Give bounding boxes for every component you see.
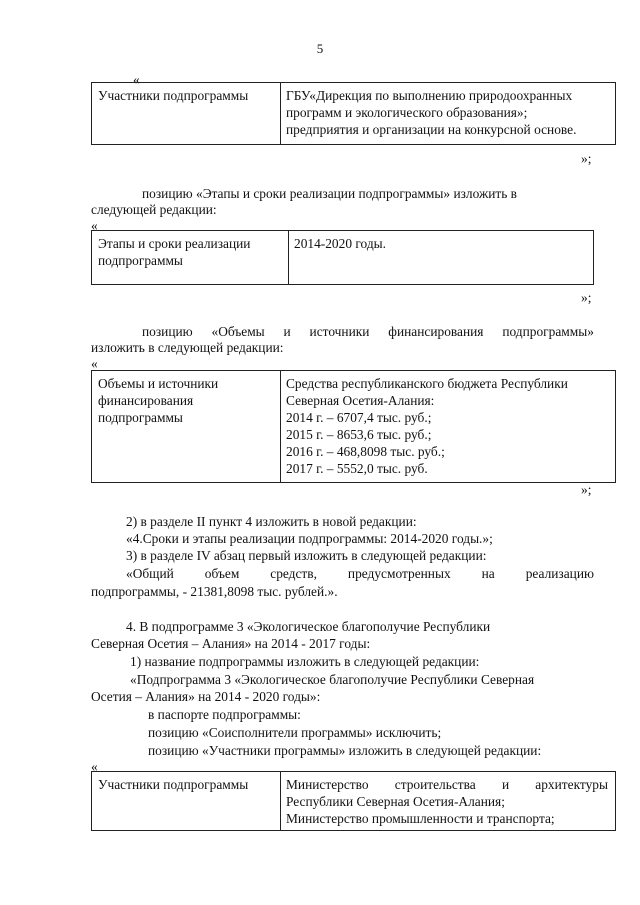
table-value-line: Северная Осетия-Алания: — [286, 393, 435, 408]
table-value-line: 2017 г. – 5552,0 тыс. руб. — [286, 461, 428, 476]
table-value: 2014-2020 годы. — [294, 236, 386, 251]
paragraph-line: Северная Осетия – Алания» на 2014 - 2017 годы: — [91, 636, 371, 651]
paragraph-line: в паспорте подпрограммы: — [148, 707, 301, 722]
word: «Общий — [126, 566, 174, 581]
word: «Объемы — [211, 324, 265, 339]
table-divider — [280, 772, 281, 830]
paragraph-line: 1) название подпрограммы изложить в следующей редакции: — [130, 654, 480, 669]
open-quote: « — [91, 218, 98, 233]
table-value-line — [286, 776, 608, 793]
participants-table — [91, 82, 616, 145]
word: позицию — [142, 324, 193, 339]
word: на — [481, 566, 495, 581]
paragraph-line: 2) в разделе II пункт 4 изложить в новой редакции: — [126, 514, 417, 529]
table-label-line: финансирования — [98, 393, 194, 408]
table-label-line: подпрограммы — [98, 253, 183, 268]
table-label-line: подпрограммы — [98, 410, 183, 425]
word: архитектуры — [535, 777, 608, 792]
word: источники — [309, 324, 370, 339]
paragraph-line: позицию «Этапы и сроки реализации подпрограммы» изложить в — [142, 186, 517, 201]
table-value-line: программ и экологического образования»; — [286, 105, 528, 120]
word: средств, — [270, 566, 317, 581]
word: и — [501, 777, 510, 792]
word: финансирования — [388, 324, 484, 339]
table-divider — [280, 371, 281, 482]
word: и — [283, 324, 291, 339]
table-label — [98, 235, 250, 269]
word: Министерство — [286, 777, 369, 792]
word: объем — [204, 566, 240, 581]
paragraph-line — [126, 565, 594, 582]
table-label: Участники подпрограммы — [98, 777, 249, 792]
paragraph-line: «4.Сроки и этапы реализации подпрограммы: 2014-2020 годы.»; — [126, 531, 493, 546]
close-quote: »; — [581, 290, 592, 305]
open-quote: « — [133, 72, 140, 87]
participants-table-2 — [91, 771, 616, 831]
table-value — [286, 375, 568, 477]
open-quote: « — [91, 759, 98, 774]
table-value-line: ГБУ«Дирекция по выполнению природоохранных — [286, 88, 573, 103]
table-value-line: предприятия и организации на конкурсной основе. — [286, 122, 577, 137]
paragraph-line — [142, 323, 594, 340]
paragraph-line: позицию «Соисполнители программы» исключить; — [148, 725, 442, 740]
close-quote: »; — [581, 482, 592, 497]
page-number: 5 — [316, 41, 324, 56]
table-label-line: Этапы и сроки реализации — [98, 236, 251, 251]
paragraph-line: 4. В подпрограмме 3 «Экологическое благополучие Республики — [126, 619, 491, 634]
close-quote: »; — [581, 151, 592, 166]
open-quote: « — [91, 356, 98, 371]
paragraph-line: подпрограммы, - 21381,8098 тыс. рублей.». — [91, 584, 338, 599]
word: предусмотренных — [347, 566, 451, 581]
paragraph-line: «Подпрограмма 3 «Экологическое благополучие Республики Северная — [130, 672, 535, 687]
table-value — [286, 776, 608, 827]
table-value-line: 2014 г. – 6707,4 тыс. руб.; — [286, 410, 432, 425]
word: строительства — [394, 777, 476, 792]
table-divider — [288, 231, 289, 284]
word: подпрограммы» — [502, 324, 594, 339]
table-divider — [280, 83, 281, 144]
table-value-line: 2016 г. – 468,8098 тыс. руб.; — [286, 444, 445, 459]
stages-table — [91, 230, 594, 285]
table-value-line: 2015 г. – 8653,6 тыс. руб.; — [286, 427, 432, 442]
paragraph-line: следующей редакции: — [91, 202, 217, 217]
table-label: Участники подпрограммы — [98, 88, 249, 103]
table-value-line: Средства республиканского бюджета Республики — [286, 376, 568, 391]
paragraph-line: 3) в разделе IV абзац первый изложить в следующей редакции: — [126, 548, 487, 563]
financing-table — [91, 370, 616, 483]
paragraph-line: позицию «Участники программы» изложить в следующей редакции: — [148, 743, 542, 758]
table-value-line: Министерство промышленности и транспорта; — [286, 811, 555, 826]
paragraph-line: изложить в следующей редакции: — [91, 340, 284, 355]
table-label-line: Объемы и источники — [98, 376, 219, 391]
table-value-line: Республики Северная Осетия-Алания; — [286, 794, 505, 809]
paragraph-line: Осетия – Алания» на 2014 - 2020 годы»: — [91, 689, 321, 704]
word: реализацию — [525, 566, 594, 581]
table-value — [286, 87, 576, 138]
table-label — [98, 375, 218, 426]
